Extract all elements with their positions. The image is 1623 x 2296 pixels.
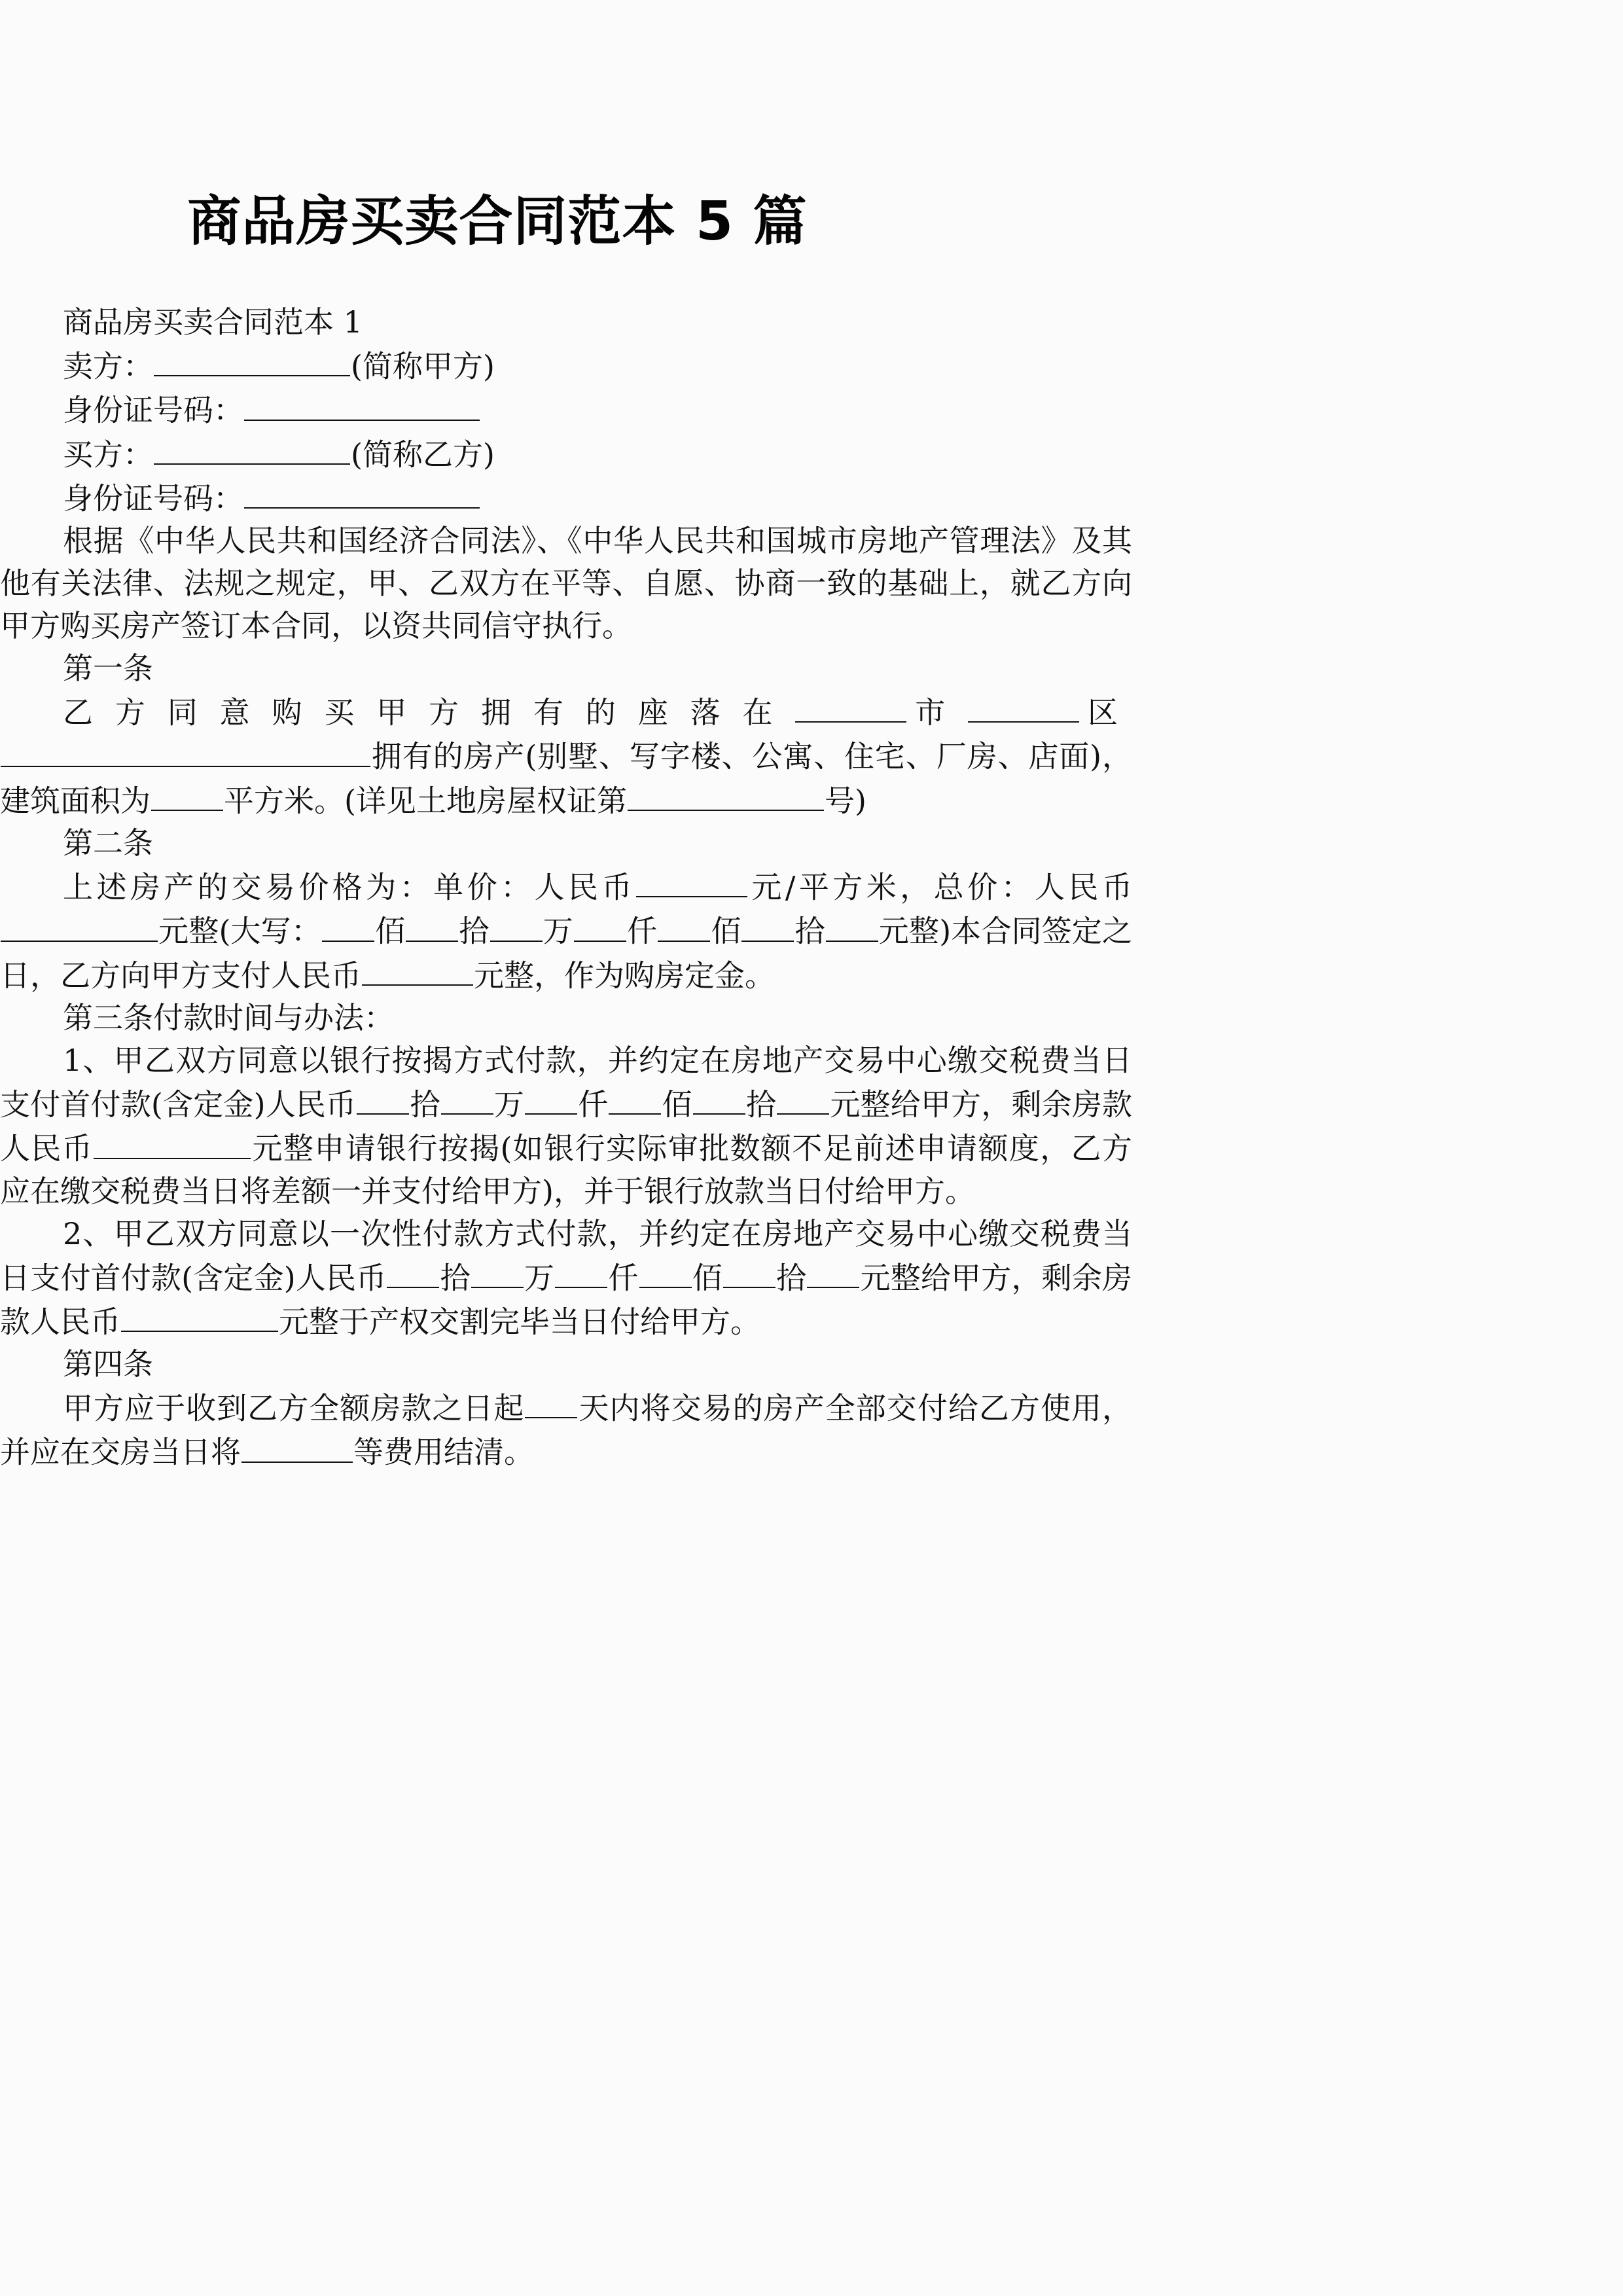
clause-3-item-1-seg-8: 元整申请银行按揭(如银行实际审批数额不足前述申请额度，乙方应在缴交税费当日将差额一并支付给甲方)，并于银行放款当日付给甲方。 [0, 1130, 1133, 1209]
seller-id-label: 身份证号码： [63, 392, 243, 428]
clause-4-body [0, 1386, 1132, 1474]
clause-4-seg-3: 等费用结清。 [353, 1434, 534, 1470]
clause-1-seg-4: 拥有的房产(别墅、写字楼、公寓、住宅、厂房、店面)，建筑面积为 [0, 738, 1132, 819]
clause-3-item-1-seg-6: 拾 [745, 1086, 777, 1122]
clause-3-item-2-seg-5: 佰 [692, 1259, 722, 1295]
clause-2-seg-2: 元/平方米，总价：人民币 [747, 869, 1133, 905]
clause-3-item-2-balance-blank[interactable] [121, 1299, 278, 1332]
clause-2-cap-blank-3[interactable] [490, 908, 543, 941]
clause-3-item-2 [0, 1213, 1132, 1344]
clause-3-item-1-cap-blank-4[interactable] [609, 1082, 661, 1115]
seller-id-line [0, 387, 1132, 431]
clause-2-body [0, 865, 1132, 997]
clause-3-item-1-label: 1、 [63, 1042, 114, 1078]
buyer-label: 买方： [63, 436, 153, 472]
clause-4-days-blank[interactable] [525, 1386, 577, 1418]
clause-2-seg-1: 上述房产的交易价格为：单价：人民币 [63, 869, 635, 905]
clause-1-seg-1: 乙方同意购买甲方拥有的座落在 [63, 694, 795, 730]
document-subtitle: 商品房买卖合同范本 1 [63, 304, 363, 340]
clause-3-item-1-seg-2: 拾 [410, 1086, 440, 1122]
clause-3-item-1-cap-blank-6[interactable] [777, 1082, 829, 1115]
buyer-name-blank[interactable] [154, 432, 350, 465]
clause-2-seg-10: 元整)本合同签定之日，乙方向甲方支付人民币 [0, 913, 1133, 993]
clause-3-item-1-seg-5: 佰 [662, 1086, 692, 1122]
clause-1-cert-blank[interactable] [628, 778, 824, 811]
preamble-paragraph: 根据《中华人民共和国经济合同法》、《中华人民共和国城市房地产管理法》及其他有关法律、法规之规定，甲、乙双方在平等、自愿、协商一致的基础上，就乙方向甲方购买房产签订本合同，以资共同信守执行。 [0, 523, 1132, 644]
clause-2-seg-4: 佰 [374, 913, 406, 949]
seller-line [0, 344, 1132, 387]
clause-2-unit-price-blank[interactable] [636, 865, 747, 897]
buyer-suffix: (简称乙方) [351, 436, 495, 472]
clause-3-item-1-seg-1: 甲乙双方同意以银行按揭方式付款，并约定在房地产交易中心缴交税费当日支付首付款(含定金)人民币 [0, 1042, 1132, 1122]
clause-1-city-blank[interactable] [795, 690, 906, 723]
clause-3-item-2-seg-2: 拾 [440, 1259, 471, 1295]
clause-4-seg-1: 甲方应于收到乙方全额房款之日起 [63, 1390, 525, 1426]
clause-3-item-1-cap-blank-5[interactable] [693, 1082, 745, 1115]
clause-3-item-2-cap-blank-4[interactable] [639, 1255, 692, 1288]
clause-1-body [0, 690, 1132, 822]
clause-3-item-1-balance-blank[interactable] [94, 1126, 251, 1158]
clause-1-district-blank[interactable] [968, 690, 1079, 723]
clause-3-item-2-cap-blank-5[interactable] [723, 1255, 776, 1288]
seller-suffix: (简称甲方) [351, 348, 495, 384]
clause-3-item-2-seg-7: 元整给甲方，剩余房款人民币 [0, 1259, 1133, 1340]
clause-3-item-1-cap-blank-1[interactable] [357, 1082, 409, 1115]
seller-name-blank[interactable] [154, 344, 350, 376]
clause-2-seg-11: 元整，作为购房定金。 [474, 957, 775, 993]
clause-4-fees-blank[interactable] [241, 1429, 353, 1462]
clause-2-heading: 第二条 [63, 825, 153, 861]
clause-4-heading: 第四条 [63, 1346, 153, 1382]
seller-label: 卖方： [63, 348, 153, 384]
clause-3-item-2-seg-4: 仟 [608, 1259, 639, 1295]
clause-3-item-1-cap-blank-3[interactable] [525, 1082, 577, 1115]
clause-2-seg-7: 仟 [626, 913, 658, 949]
clause-2-seg-5: 拾 [459, 913, 490, 949]
clause-3-item-2-seg-1: 甲乙双方同意以一次性付款方式付款，并约定在房地产交易中心缴交税费当日支付首付款(含定金)人民币 [0, 1215, 1132, 1295]
clause-2-seg-9: 拾 [794, 913, 825, 949]
clause-4-seg-2: 天内将交易的房产全部交付给乙方使用，并应在交房当日将 [0, 1390, 1133, 1470]
clause-3-item-2-seg-6: 拾 [776, 1259, 807, 1295]
clause-1-seg-3: 区 [1080, 694, 1133, 730]
clause-3-item-1-seg-3: 万 [493, 1086, 525, 1122]
clause-2-cap-blank-6[interactable] [741, 908, 794, 941]
clause-1-seg-5: 平方米。(详见土地房屋权证第 [224, 783, 627, 819]
clause-3-item-2-seg-8: 元整于产权交割完毕当日付给甲方。 [279, 1304, 760, 1340]
clause-3-item-1-seg-7: 元整给甲方，剩余房款人民币 [0, 1086, 1133, 1166]
clause-2-cap-blank-2[interactable] [406, 908, 458, 941]
clause-3-item-1-seg-4: 仟 [578, 1086, 609, 1122]
clause-2-cap-blank-1[interactable] [322, 908, 374, 941]
clause-3-item-1-cap-blank-2[interactable] [441, 1082, 493, 1115]
clause-2-cap-blank-4[interactable] [574, 908, 626, 941]
clause-2-cap-blank-5[interactable] [658, 908, 710, 941]
clause-3-item-2-cap-blank-2[interactable] [471, 1255, 524, 1288]
clause-3-heading: 第三条付款时间与办法： [63, 999, 394, 1035]
clause-2-deposit-blank[interactable] [362, 953, 473, 986]
buyer-id-label: 身份证号码： [63, 480, 243, 516]
clause-3-item-2-cap-blank-6[interactable] [807, 1255, 859, 1288]
clause-2-seg-6: 万 [543, 913, 573, 949]
clause-1-seg-2: 市 [907, 694, 968, 730]
buyer-line [0, 432, 1132, 476]
clause-3-item-2-label: 2、 [63, 1215, 114, 1251]
seller-id-blank[interactable] [244, 387, 480, 420]
buyer-id-blank[interactable] [244, 476, 480, 509]
page-title: 商品房买卖合同范本 5 篇 [187, 190, 808, 253]
clause-1-seg-6: 号) [824, 783, 866, 819]
clause-1-area-blank[interactable] [151, 778, 223, 811]
document-body [0, 301, 1132, 1474]
clause-3-item-2-cap-blank-1[interactable] [387, 1255, 439, 1288]
clause-3-item-2-cap-blank-3[interactable] [555, 1255, 607, 1288]
clause-2-seg-8: 佰 [711, 913, 741, 949]
clause-3-item-1 [0, 1039, 1132, 1213]
clause-1-address-blank[interactable] [1, 734, 370, 766]
clause-2-total-price-blank[interactable] [1, 908, 158, 941]
clause-2-seg-3: 元整(大写： [158, 913, 321, 949]
clause-1-heading: 第一条 [63, 651, 153, 687]
clause-2-cap-blank-7[interactable] [826, 908, 878, 941]
buyer-id-line [0, 476, 1132, 520]
clause-3-item-2-seg-3: 万 [524, 1259, 555, 1295]
